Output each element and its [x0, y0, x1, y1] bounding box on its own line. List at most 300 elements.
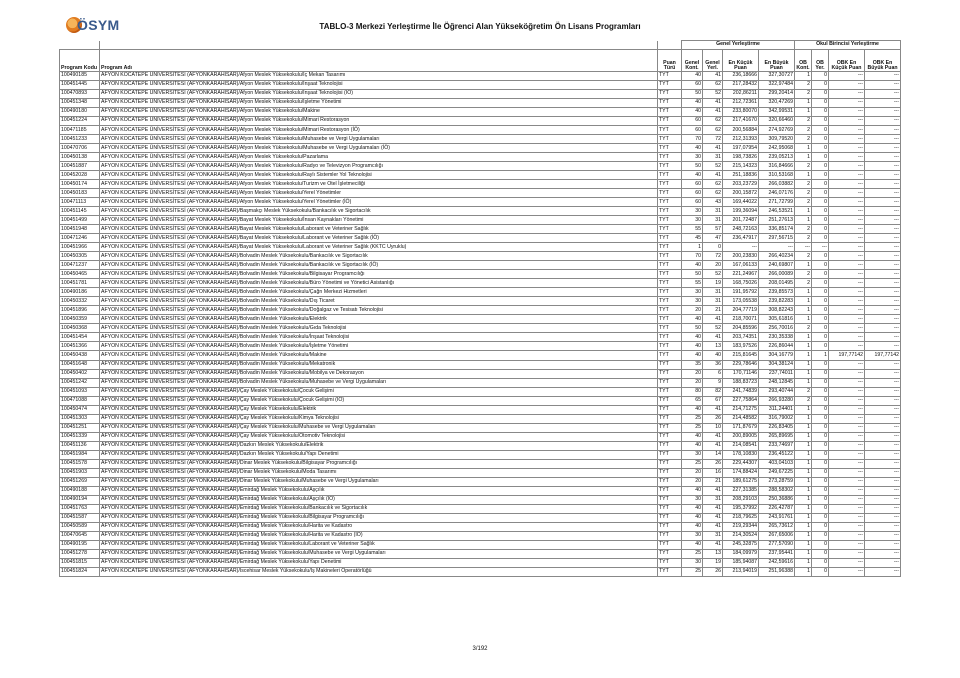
obk-max-score-cell: --- — [865, 441, 901, 450]
program-code-cell: 100490195 — [60, 540, 100, 549]
obk-min-score-cell: --- — [829, 504, 865, 513]
program-code-cell: 100471088 — [60, 396, 100, 405]
score-type-cell: TYT — [658, 459, 682, 468]
general-quota-cell: 40 — [682, 441, 703, 450]
table-row — [60, 369, 901, 378]
min-score-cell: 208,29103 — [723, 495, 759, 504]
score-type-cell: TYT — [658, 198, 682, 207]
max-score-cell: 242,95068 — [759, 144, 795, 153]
obk-min-score-cell: --- — [829, 117, 865, 126]
program-code-cell: 100450332 — [60, 297, 100, 306]
table-row — [60, 504, 901, 513]
program-name-cell: AFYON KOCATEPE ÜNİVERSİTESİ (AFYONKARAHİSAR)/Emirdağ Meslek Yüksekokulu/Bilgisayar Programcılığı — [100, 513, 658, 522]
score-type-cell: TYT — [658, 333, 682, 342]
min-score-cell: 191,95792 — [723, 288, 759, 297]
score-type-cell: TYT — [658, 351, 682, 360]
obk-min-score-cell: --- — [829, 513, 865, 522]
score-type-cell: TYT — [658, 522, 682, 531]
obk-max-score-cell: --- — [865, 315, 901, 324]
group-general-header: Genel Yerleştirme — [682, 41, 795, 50]
general-quota-cell: 60 — [682, 198, 703, 207]
obk-min-score-cell: --- — [829, 279, 865, 288]
obk-max-score-cell: --- — [865, 486, 901, 495]
table-row — [60, 387, 901, 396]
max-score-cell: 236,45122 — [759, 450, 795, 459]
ob-placed-cell: 0 — [812, 495, 829, 504]
ob-placed-cell: 0 — [812, 216, 829, 225]
ob-quota-cell: 1 — [795, 567, 812, 576]
obk-min-score-cell: --- — [829, 387, 865, 396]
table-row — [60, 378, 901, 387]
score-type-cell: TYT — [658, 306, 682, 315]
obk-min-score-cell: --- — [829, 108, 865, 117]
ob-placed-cell: 0 — [812, 180, 829, 189]
general-placed-cell: 21 — [703, 477, 723, 486]
max-score-cell: 273,28759 — [759, 477, 795, 486]
general-quota-cell: 40 — [682, 315, 703, 324]
general-quota-cell: 60 — [682, 189, 703, 198]
ob-quota-cell: 1 — [795, 153, 812, 162]
min-score-cell: 215,81645 — [723, 351, 759, 360]
table-row — [60, 207, 901, 216]
program-code-cell: 100451896 — [60, 306, 100, 315]
table-row — [60, 90, 901, 99]
program-name-cell: AFYON KOCATEPE ÜNİVERSİTESİ (AFYONKARAHİSAR)/Afyon Meslek Yüksekokulu/Mimari Restorasyon (İÖ) — [100, 126, 658, 135]
obk-min-score-cell: --- — [829, 423, 865, 432]
obk-max-score-cell: --- — [865, 216, 901, 225]
obk-max-score-cell: --- — [865, 333, 901, 342]
ob-placed-cell: 0 — [812, 99, 829, 108]
max-score-cell: 309,79520 — [759, 135, 795, 144]
program-name-cell: AFYON KOCATEPE ÜNİVERSİTESİ (AFYONKARAHİSAR)/Başmakçı Meslek Yüksekokulu/Bankacılık ve Sigortacılık — [100, 207, 658, 216]
ob-placed-cell: 0 — [812, 369, 829, 378]
ob-placed-cell: 0 — [812, 297, 829, 306]
program-name-cell: AFYON KOCATEPE ÜNİVERSİTESİ (AFYONKARAHİSAR)/Emirdağ Meslek Yüksekokulu/Aşçılık — [100, 486, 658, 495]
max-score-cell: 320,47269 — [759, 99, 795, 108]
score-type-cell: TYT — [658, 360, 682, 369]
obk-max-score-cell: --- — [865, 117, 901, 126]
score-type-cell: TYT — [658, 423, 682, 432]
score-type-cell: TYT — [658, 378, 682, 387]
general-placed-cell: 62 — [703, 117, 723, 126]
obk-min-score-cell: --- — [829, 549, 865, 558]
min-score-cell: 174,88424 — [723, 468, 759, 477]
table-row — [60, 333, 901, 342]
score-type-cell: TYT — [658, 558, 682, 567]
general-quota-cell: 30 — [682, 531, 703, 540]
program-name-cell: AFYON KOCATEPE ÜNİVERSİTESİ (AFYONKARAHİSAR)/Bolvadin Meslek Yüksekokulu/Bankacılık ve Sigortacılık — [100, 252, 658, 261]
general-quota-cell: 60 — [682, 81, 703, 90]
obk-max-score-cell: --- — [865, 270, 901, 279]
obk-max-score-cell: --- — [865, 180, 901, 189]
ob-placed-cell: 0 — [812, 432, 829, 441]
min-score-cell: 198,73826 — [723, 153, 759, 162]
score-type-cell: TYT — [658, 279, 682, 288]
general-quota-cell: 25 — [682, 414, 703, 423]
general-placed-cell: 72 — [703, 135, 723, 144]
max-score-cell: 256,70016 — [759, 324, 795, 333]
general-placed-cell: 26 — [703, 567, 723, 576]
program-name-cell: AFYON KOCATEPE ÜNİVERSİTESİ (AFYONKARAHİSAR)/Çay Meslek Yüksekokulu/Elektrik — [100, 405, 658, 414]
table-row — [60, 288, 901, 297]
general-placed-cell: 31 — [703, 207, 723, 216]
ob-quota-cell: 1 — [795, 261, 812, 270]
obk-min-score-cell: --- — [829, 324, 865, 333]
program-code-cell: 100450174 — [60, 180, 100, 189]
obk-max-score-cell: 197,77142 — [865, 351, 901, 360]
ob-quota-cell: 1 — [795, 522, 812, 531]
score-type-cell: TYT — [658, 297, 682, 306]
ob-quota-cell: 2 — [795, 162, 812, 171]
general-placed-cell: 31 — [703, 495, 723, 504]
min-score-cell: 202,86211 — [723, 90, 759, 99]
table-row — [60, 567, 901, 576]
program-code-cell: 100451224 — [60, 117, 100, 126]
max-score-cell: 320,66460 — [759, 117, 795, 126]
program-code-cell: 100451145 — [60, 207, 100, 216]
program-code-cell: 100450402 — [60, 369, 100, 378]
program-code-cell: 100450359 — [60, 315, 100, 324]
table-row — [60, 297, 901, 306]
min-score-cell: 227,75864 — [723, 396, 759, 405]
min-score-cell: 233,80070 — [723, 108, 759, 117]
obk-min-score-cell: --- — [829, 180, 865, 189]
max-score-cell: 403,04103 — [759, 459, 795, 468]
ob-placed-cell: 0 — [812, 288, 829, 297]
score-type-cell: TYT — [658, 405, 682, 414]
score-type-cell: TYT — [658, 441, 682, 450]
general-placed-cell: 21 — [703, 306, 723, 315]
program-name-cell: AFYON KOCATEPE ÜNİVERSİTESİ (AFYONKARAHİSAR)/Bayat Meslek Yüksekokulu/İnsan Kaynakları Yönetimi — [100, 216, 658, 225]
max-score-cell: 304,38124 — [759, 360, 795, 369]
general-placed-cell: 57 — [703, 225, 723, 234]
general-quota-cell: 45 — [682, 234, 703, 243]
max-score-cell: 250,36886 — [759, 495, 795, 504]
table-row — [60, 405, 901, 414]
group-ob-header: Okul Birincisi Yerleştirme — [795, 41, 901, 50]
general-quota-cell: 20 — [682, 369, 703, 378]
max-score-cell: 226,42787 — [759, 504, 795, 513]
obk-min-score-cell: --- — [829, 459, 865, 468]
ob-placed-cell: 0 — [812, 198, 829, 207]
general-quota-cell: 30 — [682, 153, 703, 162]
page-number: 3/192 — [472, 646, 488, 652]
general-quota-cell: 25 — [682, 567, 703, 576]
ob-quota-cell: 2 — [795, 252, 812, 261]
score-type-cell: TYT — [658, 513, 682, 522]
general-placed-cell: 72 — [703, 252, 723, 261]
table-row — [60, 450, 901, 459]
obk-min-score-cell: --- — [829, 81, 865, 90]
obk-max-score-cell: --- — [865, 144, 901, 153]
max-score-cell: 274,92769 — [759, 126, 795, 135]
min-score-cell: 203,74351 — [723, 333, 759, 342]
obk-min-score-cell: --- — [829, 378, 865, 387]
ob-quota-cell: 1 — [795, 549, 812, 558]
min-score-cell: 236,18666 — [723, 72, 759, 81]
general-placed-cell: 62 — [703, 126, 723, 135]
ob-placed-cell: 0 — [812, 450, 829, 459]
table-row — [60, 513, 901, 522]
program-code-cell: 100450474 — [60, 405, 100, 414]
obk-min-score-cell: --- — [829, 360, 865, 369]
col-header-en-buyuk: En Büyük Puan — [759, 50, 795, 72]
program-code-cell: 100451966 — [60, 243, 100, 252]
program-name-cell: AFYON KOCATEPE ÜNİVERSİTESİ (AFYONKARAHİSAR)/Afyon Meslek Yüksekokulu/Mimari Restorasyon — [100, 117, 658, 126]
max-score-cell: 308,82243 — [759, 306, 795, 315]
obk-max-score-cell: --- — [865, 288, 901, 297]
program-name-cell: AFYON KOCATEPE ÜNİVERSİTESİ (AFYONKARAHİSAR)/Emirdağ Meslek Yüksekokulu/Muhasebe ve Vergi Uygulamaları — [100, 549, 658, 558]
ob-quota-cell: 1 — [795, 171, 812, 180]
table-row — [60, 81, 901, 90]
program-name-cell: AFYON KOCATEPE ÜNİVERSİTESİ (AFYONKARAHİSAR)/Bolvadin Meslek Yüksekokulu/Büro Yönetimi ve Yönetici Asistanlığı — [100, 279, 658, 288]
program-name-cell: AFYON KOCATEPE ÜNİVERSİTESİ (AFYONKARAHİSAR)/İscehisar Meslek Yüksekokulu/İş Makineleri Operatörlüğü — [100, 567, 658, 576]
table-row — [60, 459, 901, 468]
max-score-cell: 239,85573 — [759, 288, 795, 297]
ob-placed-cell: 0 — [812, 162, 829, 171]
program-code-cell: 100451815 — [60, 558, 100, 567]
score-type-cell: TYT — [658, 315, 682, 324]
general-placed-cell: 41 — [703, 405, 723, 414]
program-code-cell: 100450305 — [60, 252, 100, 261]
general-quota-cell: 65 — [682, 396, 703, 405]
obk-max-score-cell: --- — [865, 279, 901, 288]
ob-placed-cell: 0 — [812, 279, 829, 288]
max-score-cell: 243,91761 — [759, 513, 795, 522]
obk-min-score-cell: 197,77142 — [829, 351, 865, 360]
program-name-cell: AFYON KOCATEPE ÜNİVERSİTESİ (AFYONKARAHİSAR)/Dazkırı Meslek Yüksekokulu/Elektrik — [100, 441, 658, 450]
ob-placed-cell: 1 — [812, 351, 829, 360]
obk-min-score-cell: --- — [829, 288, 865, 297]
ob-placed-cell: 0 — [812, 234, 829, 243]
obk-max-score-cell: --- — [865, 360, 901, 369]
table-row — [60, 135, 901, 144]
min-score-cell: 227,31385 — [723, 486, 759, 495]
ob-placed-cell: 0 — [812, 468, 829, 477]
table-row — [60, 360, 901, 369]
obk-max-score-cell: --- — [865, 459, 901, 468]
obk-min-score-cell: --- — [829, 522, 865, 531]
obk-max-score-cell: --- — [865, 558, 901, 567]
general-placed-cell: 13 — [703, 342, 723, 351]
max-score-cell: 265,73612 — [759, 522, 795, 531]
general-quota-cell: 70 — [682, 252, 703, 261]
obk-max-score-cell: --- — [865, 108, 901, 117]
ob-quota-cell: 2 — [795, 180, 812, 189]
program-name-cell: AFYON KOCATEPE ÜNİVERSİTESİ (AFYONKARAHİSAR)/Bayat Meslek Yüksekokulu/Laborant ve Veteriner Sağlık — [100, 225, 658, 234]
obk-min-score-cell: --- — [829, 234, 865, 243]
general-placed-cell: 52 — [703, 324, 723, 333]
program-code-cell: 100451587 — [60, 513, 100, 522]
ob-placed-cell: 0 — [812, 261, 829, 270]
score-type-cell: TYT — [658, 450, 682, 459]
ob-placed-cell: 0 — [812, 486, 829, 495]
ob-placed-cell: 0 — [812, 549, 829, 558]
ob-quota-cell: 1 — [795, 207, 812, 216]
ob-quota-cell: 1 — [795, 459, 812, 468]
score-type-cell: TYT — [658, 477, 682, 486]
ob-placed-cell: 0 — [812, 387, 829, 396]
ob-placed-cell: 0 — [812, 81, 829, 90]
max-score-cell: 237,95441 — [759, 549, 795, 558]
program-code-cell: 100451948 — [60, 225, 100, 234]
col-header-obk-kucuk: OBK En Küçük Puan — [829, 50, 865, 72]
max-score-cell: 316,79002 — [759, 414, 795, 423]
program-code-cell: 100450183 — [60, 189, 100, 198]
ob-placed-cell: 0 — [812, 315, 829, 324]
obk-min-score-cell: --- — [829, 468, 865, 477]
program-name-cell: AFYON KOCATEPE ÜNİVERSİTESİ (AFYONKARAHİSAR)/Bolvadin Meslek Yüksekokulu/Gıda Teknolojisi — [100, 324, 658, 333]
ob-placed-cell: 0 — [812, 72, 829, 81]
obk-max-score-cell: --- — [865, 387, 901, 396]
obk-min-score-cell: --- — [829, 153, 865, 162]
min-score-cell: 215,14323 — [723, 162, 759, 171]
ob-quota-cell: 1 — [795, 297, 812, 306]
ob-placed-cell: 0 — [812, 540, 829, 549]
min-score-cell: 236,47917 — [723, 234, 759, 243]
ob-placed-cell: 0 — [812, 405, 829, 414]
ob-quota-cell: 2 — [795, 117, 812, 126]
general-quota-cell: 25 — [682, 459, 703, 468]
general-placed-cell: 43 — [703, 198, 723, 207]
program-code-cell: 100451648 — [60, 360, 100, 369]
min-score-cell: 204,85596 — [723, 324, 759, 333]
ob-quota-cell: 1 — [795, 360, 812, 369]
obk-min-score-cell: --- — [829, 144, 865, 153]
max-score-cell: 299,20414 — [759, 90, 795, 99]
obk-max-score-cell: --- — [865, 81, 901, 90]
ob-placed-cell: 0 — [812, 396, 829, 405]
max-score-cell: 304,16779 — [759, 351, 795, 360]
program-code-cell: 100451269 — [60, 477, 100, 486]
ob-placed-cell: 0 — [812, 531, 829, 540]
ob-quota-cell: 1 — [795, 378, 812, 387]
obk-max-score-cell: --- — [865, 297, 901, 306]
general-quota-cell: 60 — [682, 126, 703, 135]
ob-quota-cell: 2 — [795, 387, 812, 396]
table-row — [60, 495, 901, 504]
obk-max-score-cell: --- — [865, 549, 901, 558]
program-code-cell: 100490194 — [60, 495, 100, 504]
page-title: TABLO-3 Merkezi Yerleştirme İle Öğrenci Alan Yükseköğretim Ön Lisans Programları — [319, 22, 641, 31]
program-name-cell: AFYON KOCATEPE ÜNİVERSİTESİ (AFYONKARAHİSAR)/Çay Meslek Yüksekokulu/Otomotiv Teknolojisi — [100, 432, 658, 441]
obk-max-score-cell: --- — [865, 72, 901, 81]
program-code-cell: 100490185 — [60, 72, 100, 81]
program-code-cell: 100450368 — [60, 324, 100, 333]
general-quota-cell: 20 — [682, 468, 703, 477]
ob-quota-cell: 1 — [795, 468, 812, 477]
ob-quota-cell: 1 — [795, 540, 812, 549]
min-score-cell: 200,89005 — [723, 432, 759, 441]
col-header-genel-kont: Genel Kont. — [682, 50, 703, 72]
ob-placed-cell: 0 — [812, 252, 829, 261]
general-quota-cell: 55 — [682, 225, 703, 234]
program-code-cell: 100451454 — [60, 333, 100, 342]
obk-max-score-cell: --- — [865, 90, 901, 99]
obk-max-score-cell: --- — [865, 405, 901, 414]
general-quota-cell: 40 — [682, 108, 703, 117]
program-name-cell: AFYON KOCATEPE ÜNİVERSİTESİ (AFYONKARAHİSAR)/Afyon Meslek Yüksekokulu/Raylı Sistemler Yol Teknolojisi — [100, 171, 658, 180]
program-code-cell: 100451303 — [60, 414, 100, 423]
ob-quota-cell: 1 — [795, 306, 812, 315]
logo-text: ÖSYM — [77, 17, 120, 33]
general-placed-cell: 52 — [703, 270, 723, 279]
ob-quota-cell: 1 — [795, 405, 812, 414]
table-row — [60, 486, 901, 495]
general-placed-cell: 41 — [703, 108, 723, 117]
score-type-cell: TYT — [658, 162, 682, 171]
score-type-cell: TYT — [658, 108, 682, 117]
program-code-cell: 100451824 — [60, 567, 100, 576]
score-type-cell: TYT — [658, 180, 682, 189]
ob-placed-cell: 0 — [812, 207, 829, 216]
program-name-cell: AFYON KOCATEPE ÜNİVERSİTESİ (AFYONKARAHİSAR)/Bolvadin Meslek Yüksekokulu/Dış Ticaret — [100, 297, 658, 306]
min-score-cell: 200,23830 — [723, 252, 759, 261]
obk-max-score-cell: --- — [865, 477, 901, 486]
col-header-genel-yerl: Genel Yerl. — [703, 50, 723, 72]
min-score-cell: 214,30524 — [723, 531, 759, 540]
min-score-cell: 200,15872 — [723, 189, 759, 198]
program-name-cell: AFYON KOCATEPE ÜNİVERSİTESİ (AFYONKARAHİSAR)/Afyon Meslek Yüksekokulu/Pazarlama — [100, 153, 658, 162]
general-quota-cell: 30 — [682, 495, 703, 504]
program-code-cell: 100451136 — [60, 441, 100, 450]
obk-min-score-cell: --- — [829, 189, 865, 198]
table-row — [60, 171, 901, 180]
obk-min-score-cell: --- — [829, 297, 865, 306]
general-quota-cell: 60 — [682, 117, 703, 126]
min-score-cell: 169,44022 — [723, 198, 759, 207]
score-type-cell: TYT — [658, 252, 682, 261]
general-quota-cell: 80 — [682, 387, 703, 396]
general-placed-cell: 0 — [703, 243, 723, 252]
obk-min-score-cell: --- — [829, 315, 865, 324]
obk-max-score-cell: --- — [865, 540, 901, 549]
obk-min-score-cell: --- — [829, 540, 865, 549]
obk-min-score-cell: --- — [829, 333, 865, 342]
ob-placed-cell: 0 — [812, 558, 829, 567]
min-score-cell: 214,08541 — [723, 441, 759, 450]
min-score-cell: 184,09979 — [723, 549, 759, 558]
program-code-cell: 100451578 — [60, 459, 100, 468]
obk-min-score-cell: --- — [829, 252, 865, 261]
program-name-cell: AFYON KOCATEPE ÜNİVERSİTESİ (AFYONKARAHİSAR)/Afyon Meslek Yüksekokulu/İnşaat Teknolojisi (İÖ) — [100, 90, 658, 99]
program-code-cell: 100450465 — [60, 270, 100, 279]
score-type-cell: TYT — [658, 270, 682, 279]
obk-min-score-cell: --- — [829, 162, 865, 171]
obk-max-score-cell: --- — [865, 135, 901, 144]
ob-quota-cell: 2 — [795, 225, 812, 234]
score-type-cell: TYT — [658, 387, 682, 396]
max-score-cell: 297,56715 — [759, 234, 795, 243]
ob-placed-cell: 0 — [812, 342, 829, 351]
table-row — [60, 396, 901, 405]
program-code-cell: 100470893 — [60, 90, 100, 99]
score-type-cell: TYT — [658, 567, 682, 576]
score-type-cell: TYT — [658, 324, 682, 333]
obk-min-score-cell: --- — [829, 126, 865, 135]
obk-max-score-cell: --- — [865, 414, 901, 423]
obk-max-score-cell: --- — [865, 243, 901, 252]
general-placed-cell: 41 — [703, 72, 723, 81]
program-name-cell: AFYON KOCATEPE ÜNİVERSİTESİ (AFYONKARAHİSAR)/Afyon Meslek Yüksekokulu/İşletme Yönetimi — [100, 99, 658, 108]
min-score-cell: 221,24967 — [723, 270, 759, 279]
program-code-cell: 100490188 — [60, 486, 100, 495]
program-name-cell: AFYON KOCATEPE ÜNİVERSİTESİ (AFYONKARAHİSAR)/Bolvadin Meslek Yüksekokulu/Muhasebe ve Vergi Uygulamaları — [100, 378, 658, 387]
program-code-cell: 100452028 — [60, 171, 100, 180]
max-score-cell: 266,40234 — [759, 252, 795, 261]
program-name-cell: AFYON KOCATEPE ÜNİVERSİTESİ (AFYONKARAHİSAR)/Bolvadin Meslek Yüksekokulu/Bilgisayar Programcılığı — [100, 270, 658, 279]
obk-max-score-cell: --- — [865, 252, 901, 261]
